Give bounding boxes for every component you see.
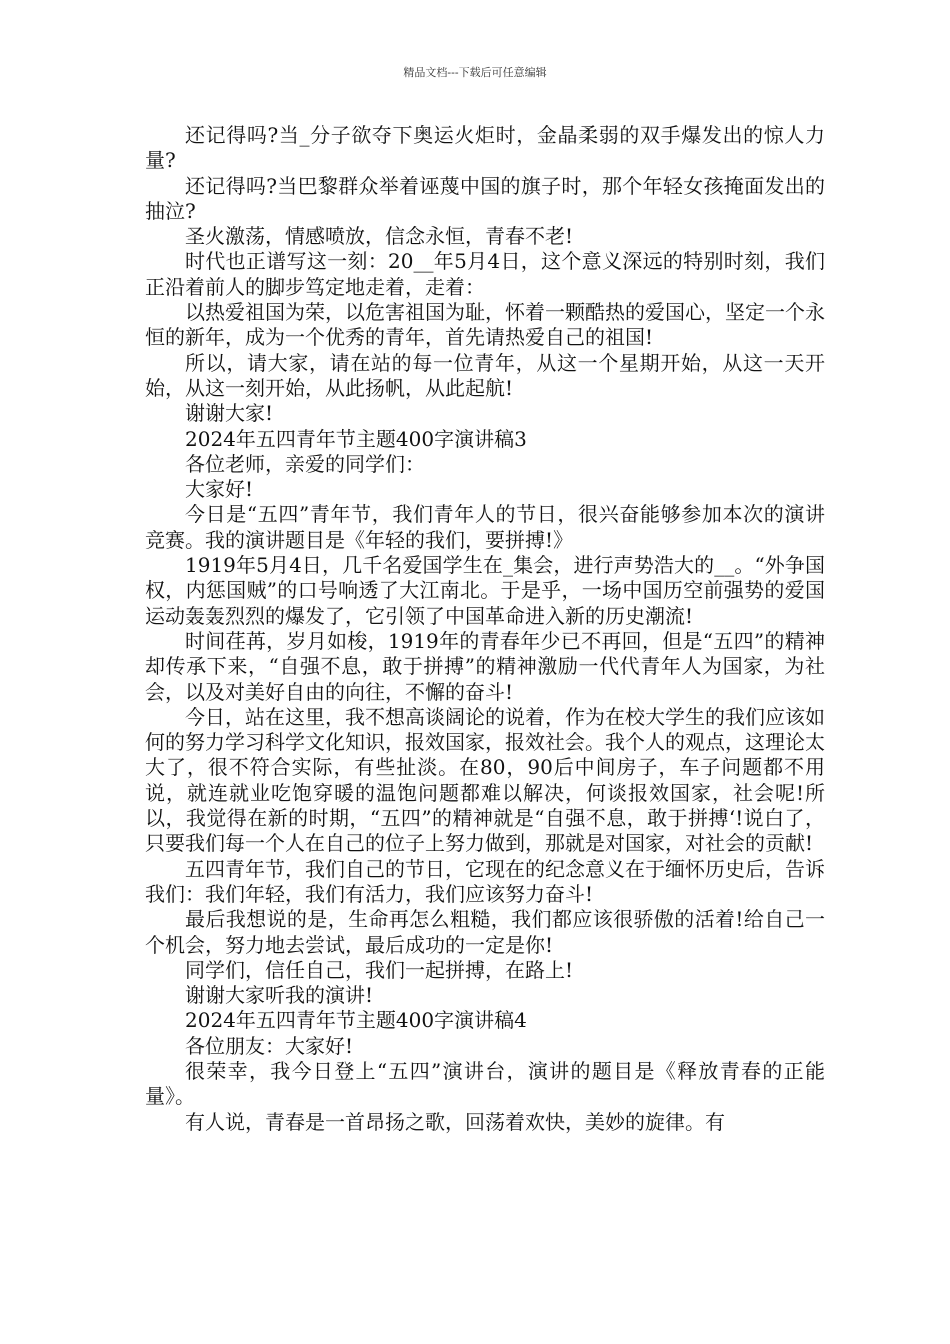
paragraph: 以热爱祖国为荣，以危害祖国为耻，怀着一颗酷热的爱国心，坚定一个永恒的新年，成为一个优秀的青年，首先请热爱自己的祖国! — [145, 300, 825, 350]
paragraph: 最后我想说的是，生命再怎么粗糙，我们都应该很骄傲的活着!给自己一个机会，努力地去尝试，最后成功的一定是你! — [145, 907, 825, 957]
paragraph: 还记得吗?当巴黎群众举着诬蔑中国的旗子时，那个年轻女孩掩面发出的抽泣? — [145, 173, 825, 223]
paragraph: 时代也正谱写这一刻：20__年5月4日，这个意义深远的特别时刻，我们正沿着前人的脚步笃定地走着，走着： — [145, 249, 825, 299]
paragraph: 谢谢大家! — [185, 401, 274, 426]
document-body — [145, 123, 825, 1135]
paragraph: 有人说，青春是一首昂扬之歌，回荡着欢快，美妙的旋律。有 — [185, 1109, 725, 1134]
speech-title: 2024年五四青年节主题400字演讲稿4 — [185, 1008, 527, 1033]
paragraph: 各位老师，亲爱的同学们： — [185, 451, 425, 476]
paragraph: 时间荏苒，岁月如梭，1919年的青春年少已不再回，但是“五四”的精神却传承下来，“自强不息，敢于拼搏”的精神激励一代代青年人为国家，为社会，以及对美好自由的向往，不懈的奋斗! — [145, 628, 825, 704]
paragraph: 还记得吗?当_分子欲夺下奥运火炬时，金晶柔弱的双手爆发出的惊人力量? — [145, 123, 825, 173]
paragraph: 很荣幸，我今日登上“五四”演讲台，演讲的题目是《释放青春的正能量》。 — [145, 1058, 825, 1109]
paragraph: 今日，站在这里，我不想高谈阔论的说着，作为在校大学生的我们应该如何的努力学习科学文化知识，报效国家，报效社会。我个人的观点，这理论太大了，很不符合实际，有些扯淡。在80，90后中间房子，车子问题都不用说，就连就业吃饱穿暖的温饱问题都难以解决，何谈报效国家，社会呢!所以，我觉得在新的时期，“五四”的精神就是“自强不息，敢于拼搏‘!说白了，只要我们每一个人在自己的位子上努力做到，那就是对国家，对社会的贡献! — [145, 704, 825, 856]
paragraph: 1919年5月4日，几千名爱国学生在_集会，进行声势浩大的__。“外争国权，内惩国贼”的口号响透了大江南北。于是乎，一场中国历空前强势的爱国运动轰轰烈烈的爆发了，它引领了中国革命进入新的历史潮流! — [145, 553, 825, 628]
paragraph: 圣火激荡，情感喷放，信念永恒，青春不老! — [185, 224, 574, 249]
paragraph: 今日是“五四”青年节，我们青年人的节日，很兴奋能够参加本次的演讲竞赛。我的演讲题目是《年轻的我们，要拼搏!》 — [145, 502, 825, 552]
paragraph: 大家好! — [185, 477, 254, 502]
page-header: 精品文档---下载后可任意编辑 — [403, 66, 547, 79]
paragraph: 所以，请大家，请在站的每一位青年，从这一个星期开始，从这一天开始，从这一刻开始，从此扬帆，从此起航! — [145, 350, 825, 400]
paragraph: 各位朋友：大家好! — [185, 1033, 354, 1058]
paragraph: 谢谢大家听我的演讲! — [185, 983, 374, 1008]
paragraph: 同学们，信任自己，我们一起拼搏，在路上! — [185, 957, 574, 982]
speech-title: 2024年五四青年节主题400字演讲稿3 — [185, 426, 527, 451]
paragraph: 五四青年节，我们自己的节日，它现在的纪念意义在于缅怀历史后，告诉我们：我们年轻，我们有活力，我们应该努力奋斗! — [145, 856, 825, 906]
